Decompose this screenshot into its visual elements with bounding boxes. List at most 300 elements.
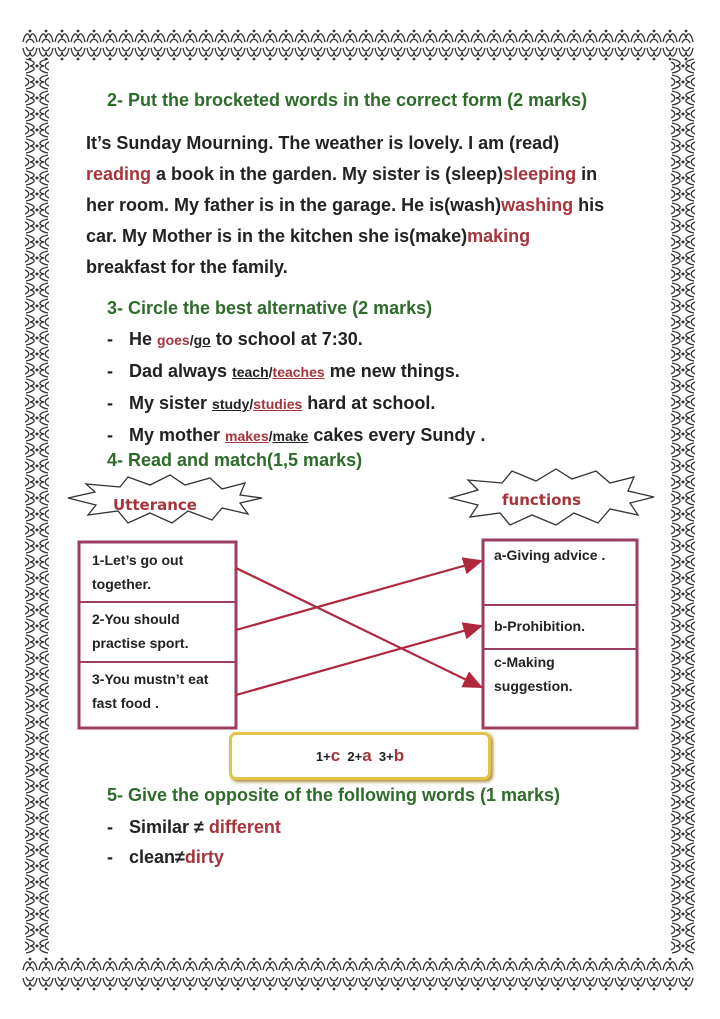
- border-ornament: [55, 977, 69, 990]
- border-ornament: [503, 30, 517, 43]
- border-ornament: [682, 811, 695, 825]
- match-arrow-3-b: [236, 626, 481, 695]
- border-ornament: [199, 30, 213, 43]
- opposite-answer: different: [208, 817, 281, 837]
- border-ornament: [647, 30, 661, 43]
- answer-3: 3+b: [378, 746, 405, 765]
- border-ornament: [631, 977, 645, 990]
- border-ornament: [151, 958, 165, 971]
- border-ornament: [36, 283, 49, 297]
- border-ornament: [682, 187, 695, 201]
- border-ornament: [247, 958, 261, 971]
- border-ornament: [682, 331, 695, 345]
- border-ornament: [487, 47, 501, 60]
- answers-box: [229, 732, 491, 780]
- border-ornament: [135, 30, 149, 43]
- border-ornament: [615, 977, 629, 990]
- border-ornament: [567, 30, 581, 43]
- alternative-item: [107, 356, 647, 388]
- border-ornament: [647, 47, 661, 60]
- border-ornament: [359, 958, 373, 971]
- border-ornament: [519, 30, 533, 43]
- border-ornament: [375, 47, 389, 60]
- border-ornament: [375, 958, 389, 971]
- border-ornament: [39, 47, 53, 60]
- border-ornament: [311, 977, 325, 990]
- border-ornament: [567, 47, 581, 60]
- function-cell-a: a-Giving advice .: [494, 547, 606, 563]
- border-ornament: [407, 958, 421, 971]
- border-ornament: [231, 958, 245, 971]
- opposite-item: [107, 812, 647, 842]
- border-ornament: [359, 977, 373, 990]
- border-ornament: [682, 219, 695, 233]
- functions-label: functions: [502, 491, 581, 509]
- border-ornament: [327, 47, 341, 60]
- border-ornament: [407, 977, 421, 990]
- border-ornament: [423, 47, 437, 60]
- border-ornament: [36, 59, 49, 73]
- answer-2: 2+a: [347, 746, 372, 765]
- border-ornament: [631, 30, 645, 43]
- sentence-end: hard at school.: [302, 393, 436, 413]
- border-ornament: [39, 977, 53, 990]
- border-ornament: [407, 47, 421, 60]
- section-5-list: [107, 812, 647, 872]
- border-ornament: [679, 958, 693, 971]
- border-ornament: [279, 977, 293, 990]
- border-ornament: [327, 958, 341, 971]
- utterance-cell-1: 1-Let’s go out together.: [92, 552, 184, 592]
- border-ornament: [682, 411, 695, 425]
- border-ornament: [215, 30, 229, 43]
- border-ornament: [55, 30, 69, 43]
- border-ornament: [311, 30, 325, 43]
- border-ornament: [583, 958, 597, 971]
- border-ornament: [36, 827, 49, 841]
- section-3-list: [107, 324, 647, 452]
- border-ornament: [682, 859, 695, 873]
- paragraph-text: breakfast for the family.: [86, 257, 288, 277]
- border-ornament: [71, 30, 85, 43]
- border-ornament: [135, 958, 149, 971]
- alternative-separator: /: [268, 428, 273, 444]
- border-ornament: [679, 977, 693, 990]
- border-ornament: [36, 107, 49, 121]
- border-ornament: [551, 47, 565, 60]
- border-ornament: [36, 363, 49, 377]
- sentence-end: to school at 7:30.: [210, 329, 363, 349]
- border-ornament: [682, 171, 695, 185]
- alternative-b: studies: [253, 396, 303, 412]
- border-ornament: [503, 958, 517, 971]
- border-ornament: [87, 47, 101, 60]
- border-ornament: [375, 30, 389, 43]
- sentence-start: My sister: [129, 393, 213, 413]
- paragraph-text: car. My Mother is in the kitchen she is(make): [86, 226, 468, 246]
- border-ornament: [135, 977, 149, 990]
- border-ornament: [103, 958, 117, 971]
- border-ornament: [423, 958, 437, 971]
- border-ornament: [682, 235, 695, 249]
- border-ornament: [279, 958, 293, 971]
- border-ornament: [36, 811, 49, 825]
- alternative-a: teach: [232, 364, 269, 380]
- border-ornament: [36, 923, 49, 937]
- alternative-separator: /: [249, 396, 254, 412]
- border-ornament: [55, 958, 69, 971]
- border-ornament: [615, 30, 629, 43]
- border-ornament: [359, 30, 373, 43]
- border-ornament: [119, 977, 133, 990]
- border-ornament: [215, 977, 229, 990]
- paragraph-text: in: [576, 164, 598, 184]
- border-ornament: [535, 47, 549, 60]
- match-arrow-2-a: [236, 561, 481, 630]
- border-ornament: [36, 875, 49, 889]
- border-ornament: [36, 91, 49, 105]
- bullet-dash: -: [107, 847, 113, 867]
- opposite-word: Similar ≠: [129, 817, 209, 837]
- sentence-start: Dad always: [129, 361, 233, 381]
- border-ornament: [535, 977, 549, 990]
- border-ornament: [663, 30, 677, 43]
- border-ornament: [167, 47, 181, 60]
- opposite-answer: dirty: [184, 847, 224, 867]
- border-ornament: [487, 977, 501, 990]
- border-ornament: [599, 30, 613, 43]
- sentence-end: cakes every Sundy .: [308, 425, 486, 445]
- border-ornament: [263, 958, 277, 971]
- answer-word: reading: [86, 164, 152, 184]
- border-ornament: [71, 958, 85, 971]
- border-ornament: [682, 907, 695, 921]
- alternative-b: teaches: [272, 364, 325, 380]
- alternative-item: [107, 420, 647, 452]
- border-ornament: [682, 267, 695, 281]
- border-ornament: [423, 977, 437, 990]
- border-ornament: [36, 843, 49, 857]
- border-ornament: [682, 827, 695, 841]
- border-ornament: [682, 347, 695, 361]
- border-ornament: [682, 299, 695, 313]
- border-ornament: [471, 958, 485, 971]
- border-ornament: [663, 977, 677, 990]
- sentence-end: me new things.: [324, 361, 460, 381]
- border-ornament: [682, 123, 695, 137]
- paragraph-line: [86, 128, 646, 159]
- bullet-dash: -: [107, 817, 113, 837]
- border-ornament: [682, 251, 695, 265]
- border-ornament: [103, 30, 117, 43]
- border-ornament: [439, 958, 453, 971]
- border-ornament: [263, 47, 277, 60]
- border-ornament: [682, 107, 695, 121]
- border-ornament: [682, 139, 695, 153]
- paragraph-text: a book in the garden. My sister is (sleep): [151, 164, 504, 184]
- border-ornament: [36, 267, 49, 281]
- section-5-heading: 5- Give the opposite of the following words (1 marks): [107, 785, 561, 805]
- border-ornament: [36, 315, 49, 329]
- border-ornament: [183, 977, 197, 990]
- border-ornament: [631, 47, 645, 60]
- border-ornament: [36, 219, 49, 233]
- border-ornament: [503, 977, 517, 990]
- border-ornament: [199, 47, 213, 60]
- function-cell-b: b-Prohibition.: [494, 618, 585, 634]
- border-ornament: [103, 977, 117, 990]
- border-ornament: [682, 395, 695, 409]
- border-ornament: [682, 363, 695, 377]
- border-ornament: [36, 891, 49, 905]
- border-ornament: [663, 958, 677, 971]
- answer-word: washing: [501, 195, 574, 215]
- border-ornament: [682, 763, 695, 777]
- border-ornament: [36, 299, 49, 313]
- border-ornament: [682, 939, 695, 953]
- border-ornament: [295, 30, 309, 43]
- border-ornament: [36, 939, 49, 953]
- border-ornament: [231, 30, 245, 43]
- border-ornament: [583, 977, 597, 990]
- border-ornament: [36, 443, 49, 457]
- function-cell-c: c-Making suggestion.: [494, 654, 573, 694]
- border-ornament: [663, 47, 677, 60]
- border-ornament: [311, 958, 325, 971]
- border-ornament: [471, 977, 485, 990]
- border-ornament: [455, 958, 469, 971]
- section-2-paragraph: [86, 128, 646, 283]
- border-ornament: [567, 977, 581, 990]
- border-ornament: [519, 958, 533, 971]
- border-ornament: [36, 779, 49, 793]
- border-ornament: [295, 958, 309, 971]
- border-ornament: [375, 977, 389, 990]
- paragraph-text: his: [573, 195, 605, 215]
- paragraph-line: [86, 159, 646, 190]
- border-ornament: [487, 958, 501, 971]
- border-ornament: [615, 47, 629, 60]
- border-ornament: [682, 443, 695, 457]
- answer-word: making: [467, 226, 531, 246]
- border-ornament: [535, 958, 549, 971]
- border-ornament: [682, 379, 695, 393]
- alternative-item: [107, 324, 647, 356]
- border-ornament: [87, 30, 101, 43]
- alternative-a: makes: [225, 428, 269, 444]
- border-ornament: [119, 958, 133, 971]
- border-ornament: [583, 30, 597, 43]
- border-ornament: [295, 977, 309, 990]
- border-ornament: [247, 30, 261, 43]
- border-ornament: [647, 958, 661, 971]
- border-ornament: [682, 779, 695, 793]
- utterance-cell-3: 3-You mustn’t eat fast food .: [92, 671, 209, 711]
- border-ornament: [682, 875, 695, 889]
- border-ornament: [455, 47, 469, 60]
- border-ornament: [551, 30, 565, 43]
- border-ornament: [503, 47, 517, 60]
- border-ornament: [682, 155, 695, 169]
- border-ornament: [36, 235, 49, 249]
- border-ornament: [551, 977, 565, 990]
- border-ornament: [682, 315, 695, 329]
- paragraph-line: [86, 221, 646, 252]
- border-ornament: [36, 395, 49, 409]
- paragraph-text: It’s Sunday Mourning. The weather is lovely. I am (read): [86, 133, 560, 153]
- border-ornament: [679, 30, 693, 43]
- border-ornament: [391, 958, 405, 971]
- bullet-dash: -: [107, 393, 113, 413]
- border-ornament: [682, 891, 695, 905]
- alternative-separator: /: [268, 364, 273, 380]
- border-ornament: [391, 30, 405, 43]
- border-ornament: [359, 47, 373, 60]
- border-ornament: [455, 977, 469, 990]
- border-ornament: [471, 30, 485, 43]
- border-ornament: [215, 47, 229, 60]
- border-ornament: [36, 907, 49, 921]
- section-4-heading: 4- Read and match(1,5 marks): [107, 450, 363, 470]
- border-ornament: [36, 75, 49, 89]
- section-2-heading: 2- Put the brocketed words in the correct form (2 marks): [107, 90, 588, 110]
- border-ornament: [551, 958, 565, 971]
- border-ornament: [263, 977, 277, 990]
- border-ornament: [471, 47, 485, 60]
- border-ornament: [36, 763, 49, 777]
- border-ornament: [263, 30, 277, 43]
- match-arrow-1-c: [236, 568, 481, 687]
- border-ornament: [36, 187, 49, 201]
- alternative-a: study: [212, 396, 250, 412]
- border-ornament: [247, 47, 261, 60]
- answer-1: 1+c: [315, 746, 341, 765]
- border-ornament: [407, 30, 421, 43]
- border-ornament: [23, 30, 37, 43]
- utterance-label: Utterance: [113, 496, 197, 514]
- border-ornament: [295, 47, 309, 60]
- border-ornament: [39, 958, 53, 971]
- border-ornament: [167, 977, 181, 990]
- answer-word: sleeping: [503, 164, 577, 184]
- border-ornament: [36, 427, 49, 441]
- border-ornament: [183, 47, 197, 60]
- border-ornament: [682, 283, 695, 297]
- border-ornament: [71, 977, 85, 990]
- border-ornament: [87, 977, 101, 990]
- border-ornament: [391, 977, 405, 990]
- border-ornament: [279, 30, 293, 43]
- border-ornament: [567, 958, 581, 971]
- paragraph-line: [86, 252, 646, 283]
- border-ornament: [135, 47, 149, 60]
- border-ornament: [519, 47, 533, 60]
- bullet-dash: -: [107, 361, 113, 381]
- border-ornament: [247, 977, 261, 990]
- border-ornament: [343, 30, 357, 43]
- border-ornament: [39, 30, 53, 43]
- border-ornament: [36, 795, 49, 809]
- border-ornament: [647, 977, 661, 990]
- border-ornament: [391, 47, 405, 60]
- border-ornament: [599, 977, 613, 990]
- border-ornament: [151, 977, 165, 990]
- border-ornament: [455, 30, 469, 43]
- border-ornament: [439, 30, 453, 43]
- border-ornament: [631, 958, 645, 971]
- border-ornament: [682, 795, 695, 809]
- paragraph-line: [86, 190, 646, 221]
- border-ornament: [599, 958, 613, 971]
- border-ornament: [682, 843, 695, 857]
- border-ornament: [199, 958, 213, 971]
- border-ornament: [36, 123, 49, 137]
- border-ornament: [167, 30, 181, 43]
- alternative-b: make: [272, 428, 309, 444]
- border-ornament: [167, 958, 181, 971]
- border-ornament: [199, 977, 213, 990]
- utterance-cell-2: 2-You should practise sport.: [92, 611, 189, 651]
- border-ornament: [23, 958, 37, 971]
- border-ornament: [311, 47, 325, 60]
- border-ornament: [231, 47, 245, 60]
- border-ornament: [682, 203, 695, 217]
- border-ornament: [231, 977, 245, 990]
- alternative-a: goes: [157, 332, 190, 348]
- border-ornament: [599, 47, 613, 60]
- border-ornament: [183, 30, 197, 43]
- border-ornament: [343, 977, 357, 990]
- border-ornament: [682, 91, 695, 105]
- border-ornament: [682, 75, 695, 89]
- border-ornament: [327, 977, 341, 990]
- border-ornament: [71, 47, 85, 60]
- bullet-dash: -: [107, 425, 113, 445]
- border-ornament: [151, 47, 165, 60]
- opposite-item: [107, 842, 647, 872]
- alternative-b: go: [193, 332, 211, 348]
- border-ornament: [279, 47, 293, 60]
- border-ornament: [183, 958, 197, 971]
- border-ornament: [615, 958, 629, 971]
- border-ornament: [119, 30, 133, 43]
- border-ornament: [439, 47, 453, 60]
- border-ornament: [151, 30, 165, 43]
- border-ornament: [36, 379, 49, 393]
- border-ornament: [87, 958, 101, 971]
- border-ornament: [36, 331, 49, 345]
- border-ornament: [36, 155, 49, 169]
- border-ornament: [519, 977, 533, 990]
- alternative-separator: /: [189, 332, 194, 348]
- bullet-dash: -: [107, 329, 113, 349]
- border-ornament: [682, 923, 695, 937]
- border-ornament: [36, 347, 49, 361]
- opposite-word: clean≠: [129, 847, 185, 867]
- border-ornament: [103, 47, 117, 60]
- paragraph-text: her room. My father is in the garage. He is(wash): [86, 195, 502, 215]
- border-ornament: [327, 30, 341, 43]
- border-ornament: [119, 47, 133, 60]
- border-ornament: [343, 47, 357, 60]
- border-ornament: [55, 47, 69, 60]
- border-ornament: [583, 47, 597, 60]
- sentence-start: He: [129, 329, 158, 349]
- border-ornament: [36, 203, 49, 217]
- border-ornament: [679, 47, 693, 60]
- border-ornament: [36, 171, 49, 185]
- border-ornament: [23, 977, 37, 990]
